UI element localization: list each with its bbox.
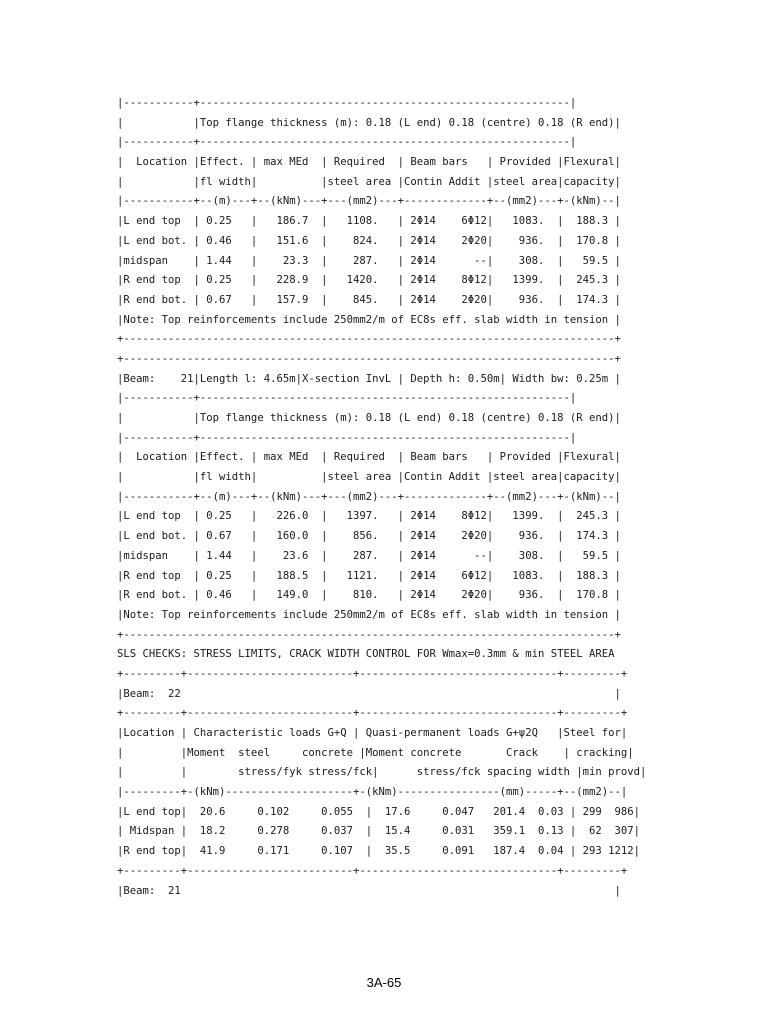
listing-line: | |fl width| |steel area |Contin Addit |steel area|capacity| bbox=[117, 471, 621, 484]
listing-line: |R end top| 41.9 0.171 0.107 | 35.5 0.091 187.4 0.04 | 293 1212| bbox=[117, 845, 640, 858]
listing-line: +---------+--------------------------+-------------------------------+---------+ bbox=[117, 667, 628, 680]
listing-line: | |Top flange thickness (m): 0.18 (L end) 0.18 (centre) 0.18 (R end)| bbox=[117, 412, 621, 424]
listing-line: |-----------+--(m)---+--(kNm)---+---(mm2)---+-------------+--(mm2)---+-(kNm)--| bbox=[117, 490, 621, 503]
listing-line: |-----------+----------------------------------------------------------| bbox=[117, 431, 577, 444]
listing-line: +---------+--------------------------+-------------------------------+---------+ bbox=[117, 864, 628, 877]
listing-line: |Note: Top reinforcements include 250mm2/m of EC8s eff. slab width in tension | bbox=[117, 313, 621, 326]
listing-line: |-----------+--(m)---+--(kNm)---+---(mm2)---+-------------+--(mm2)---+-(kNm)--| bbox=[117, 195, 621, 208]
page-number: 3A-65 bbox=[366, 975, 402, 990]
listing-line: |R end bot. | 0.46 | 149.0 | 810. | 2Φ14 2Φ20| 936. | 170.8 | bbox=[117, 589, 621, 602]
listing-line: |R end top | 0.25 | 228.9 | 1420. | 2Φ14 8Φ12| 1399. | 245.3 | bbox=[117, 274, 621, 287]
listing-line: |-----------+----------------------------------------------------------| bbox=[117, 392, 577, 405]
listing-line: |L end top| 20.6 0.102 0.055 | 17.6 0.047 201.4 0.03 | 299 986| bbox=[117, 805, 640, 818]
listing-line: |L end bot. | 0.67 | 160.0 | 856. | 2Φ14 2Φ20| 936. | 174.3 | bbox=[117, 530, 621, 543]
listing-line: |R end bot. | 0.67 | 157.9 | 845. | 2Φ14 2Φ20| 936. | 174.3 | bbox=[117, 293, 621, 306]
listing-line: +-----------------------------------------------------------------------------+ bbox=[117, 352, 621, 365]
listing-line: | Midspan | 18.2 0.278 0.037 | 15.4 0.031 359.1 0.13 | 62 307| bbox=[117, 825, 640, 838]
listing-line: |L end top | 0.25 | 186.7 | 1108. | 2Φ14 6Φ12| 1083. | 188.3 | bbox=[117, 215, 621, 228]
listing-line: +---------+--------------------------+-------------------------------+---------+ bbox=[117, 707, 628, 720]
listing-line: |-----------+----------------------------------------------------------| bbox=[117, 136, 577, 149]
listing-line: |L end top | 0.25 | 226.0 | 1397. | 2Φ14 8Φ12| 1399. | 245.3 | bbox=[117, 510, 621, 523]
listing-line: |---------+-(kNm)--------------------+-(kNm)----------------(mm)-----+--(mm2)--| bbox=[117, 786, 628, 799]
listing-line: | | stress/fyk stress/fck| stress/fck spacing width |min provd| bbox=[117, 766, 647, 779]
listing-line: |L end bot. | 0.46 | 151.6 | 824. | 2Φ14 2Φ20| 936. | 170.8 | bbox=[117, 234, 621, 247]
listing-line: SLS CHECKS: STRESS LIMITS, CRACK WIDTH CONTROL FOR Wmax=0.3mm & min STEEL AREA bbox=[117, 648, 615, 661]
listing-line: +-----------------------------------------------------------------------------+ bbox=[117, 333, 621, 346]
listing-line: | |Moment steel concrete |Moment concrete Crack | cracking| bbox=[117, 746, 634, 759]
listing-line: | Location |Effect. | max MEd | Required | Beam bars | Provided |Flexural| bbox=[117, 156, 621, 169]
listing-line: | |fl width| |steel area |Contin Addit |steel area|capacity| bbox=[117, 175, 621, 188]
listing-line: +-----------------------------------------------------------------------------+ bbox=[117, 628, 621, 641]
listing-line: |-----------+----------------------------------------------------------| bbox=[117, 97, 577, 109]
listing-line: |midspan | 1.44 | 23.6 | 287. | 2Φ14 --| 308. | 59.5 | bbox=[117, 549, 621, 562]
listing-line: |Beam: 21 | bbox=[117, 884, 621, 897]
listing-line: |R end top | 0.25 | 188.5 | 1121. | 2Φ14 6Φ12| 1083. | 188.3 | bbox=[117, 569, 621, 582]
listing-line: |midspan | 1.44 | 23.3 | 287. | 2Φ14 --| 308. | 59.5 | bbox=[117, 254, 621, 267]
listing-line: | |Top flange thickness (m): 0.18 (L end) 0.18 (centre) 0.18 (R end)| bbox=[117, 116, 621, 129]
calculation-listing bbox=[117, 94, 646, 901]
listing-line: | Location |Effect. | max MEd | Required | Beam bars | Provided |Flexural| bbox=[117, 451, 621, 464]
listing-line: |Beam: 21|Length l: 4.65m|X-section InvL | Depth h: 0.50m| Width bw: 0.25m | bbox=[117, 372, 621, 385]
listing-line: |Beam: 22 | bbox=[117, 687, 621, 700]
listing-line: |Note: Top reinforcements include 250mm2/m of EC8s eff. slab width in tension | bbox=[117, 608, 621, 621]
listing-line: |Location | Characteristic loads G+Q | Quasi-permanent loads G+ψ2Q |Steel for| bbox=[117, 727, 628, 739]
